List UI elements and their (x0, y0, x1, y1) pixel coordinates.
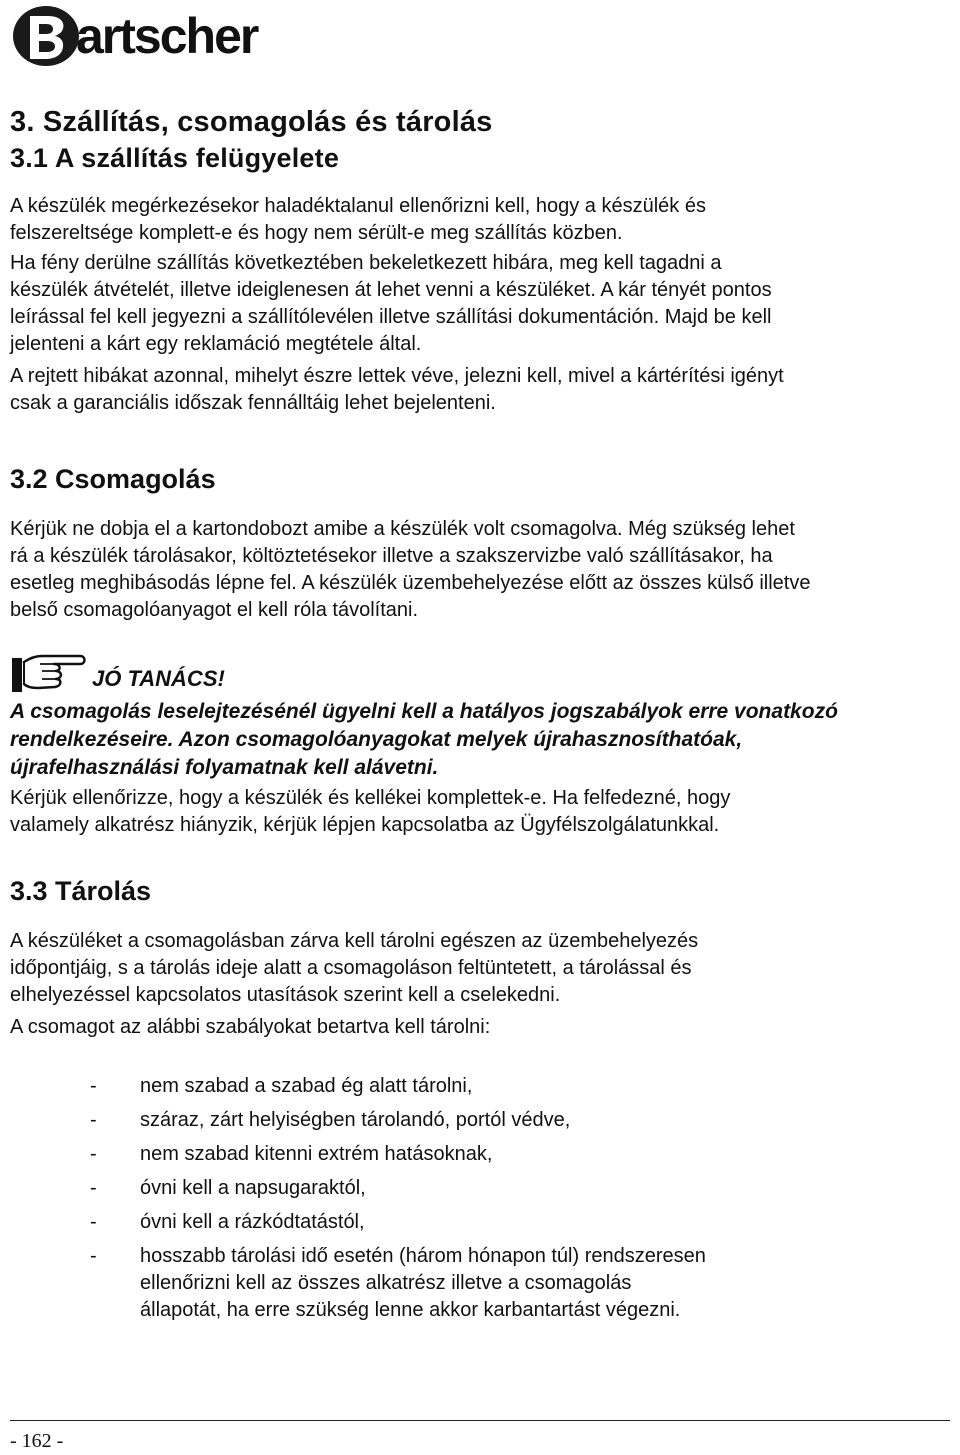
page-number: - 162 - (10, 1430, 64, 1452)
text-line: belső csomagolóanyagot el kell róla távolítani. (10, 599, 419, 621)
text-line: valamely alkatrész hiányzik, kérjük lépjen kapcsolatba az Ügyfélszolgálatunkkal. (10, 814, 720, 836)
list-text: száraz, zárt helyiségben tárolandó, portól védve, (140, 1109, 571, 1131)
text-line: esetleg meghibásodás lépne fel. A készülék üzembehelyezése előtt az összes külső illetve (10, 572, 811, 594)
subsection-title-3-1: 3.1 A szállítás felügyelete (10, 143, 340, 173)
section-3-1-body (10, 193, 955, 417)
list-dash: - (90, 1075, 97, 1097)
text-line: A csomagot az alábbi szabályokat betartva kell tárolni: (10, 1016, 491, 1038)
text-line: Kérjük ellenőrizze, hogy a készülék és kellékei komplettek-e. Ha felfedezné, hogy (10, 787, 731, 809)
section-3-2-after (10, 785, 955, 839)
pointing-hand-icon (10, 650, 88, 696)
list-text: állapotát, ha erre szükség lenne akkor karbantartást végezni. (140, 1299, 681, 1321)
section-3-2-body (10, 516, 955, 624)
list-dash: - (90, 1177, 97, 1199)
subsection-title-3-2: 3.2 Csomagolás (10, 464, 216, 494)
subsection-title-3-3: 3.3 Tárolás (10, 876, 152, 906)
section-3-3-body (10, 928, 955, 1041)
tip-line: A csomagolás leselejtezésénél ügyelni kell a hatályos jogszabályok erre vonatkozó (10, 700, 838, 723)
text-line: elhelyezéssel kapcsolatos utasítások szerint kell a cselekedni. (10, 984, 561, 1006)
list-text: hosszabb tárolási idő esetén (három hónapon túl) rendszeresen (140, 1245, 706, 1267)
list-text: ellenőrizni kell az összes alkatrész illetve a csomagolás (140, 1272, 632, 1294)
text-line: felszereltsége komplett-e és hogy nem sérült-e meg szállítás közben. (10, 222, 623, 244)
list-dash: - (90, 1109, 97, 1131)
tip-line: újrafelhasználási folyamatnak kell alávetni. (10, 756, 439, 779)
brand-text: artscher (76, 8, 258, 64)
footer-rule (10, 1420, 950, 1421)
list-dash: - (90, 1211, 97, 1233)
list-dash: - (90, 1245, 97, 1267)
text-line: Ha fény derülne szállítás következtében bekeletkezett hibára, meg kell tagadni a (10, 252, 722, 274)
list-item (90, 1175, 706, 1202)
list-item (90, 1073, 706, 1100)
list-item (90, 1209, 706, 1236)
text-line: csak a garanciális időszak fennálltáig lehet bejelenteni. (10, 392, 496, 414)
list-item (90, 1141, 706, 1168)
list-text: nem szabad kitenni extrém hatásoknak, (140, 1143, 493, 1165)
tip-body (10, 698, 838, 782)
text-line: Kérjük ne dobja el a kartondobozt amibe a készülék volt csomagolva. Még szükség lehet (10, 518, 795, 540)
text-line: A készülék megérkezésekor haladéktalanul ellenőrizni kell, hogy a készülék és (10, 195, 706, 217)
tip-line: rendelkezéseire. Azon csomagolóanyagokat melyek újrahasznosíthatóak, (10, 728, 743, 751)
text-line: A rejtett hibákat azonnal, mihelyt észre lettek véve, jelezni kell, mivel a kártérítési igényt (10, 365, 784, 387)
list-text: óvni kell a napsugaraktól, (140, 1177, 366, 1199)
text-line: leírással fel kell jegyezni a szállítólevélen illetve szállítási dokumentáción. Majd be kell (10, 306, 772, 328)
list-dash: - (90, 1143, 97, 1165)
text-line: rá a készülék tárolásakor, költöztetésekor illetve a szakszervizbe való szállításakor, ha (10, 545, 773, 567)
list-text: óvni kell a rázkódtatástól, (140, 1211, 365, 1233)
text-line: A készüléket a csomagolásban zárva kell tárolni egészen az üzembehelyezés (10, 930, 699, 952)
tip-title: JÓ TANÁCS! (92, 666, 225, 691)
text-line: készülék átvételét, illetve ideiglenesen át lehet venni a készüléket. A kár tényét pontos (10, 279, 772, 301)
text-line: jelenteni a kárt egy reklamáció megtétele által. (10, 333, 422, 355)
text-line: időpontjáig, s a tárolás ideje alatt a csomagoláson feltüntetett, a tárolással és (10, 957, 692, 979)
list-text: nem szabad a szabad ég alatt tárolni, (140, 1075, 473, 1097)
list-item (90, 1107, 706, 1134)
section-title: 3. Szállítás, csomagolás és tárolás (10, 106, 493, 138)
storage-rules-list (90, 1073, 706, 1331)
list-item (90, 1243, 706, 1324)
